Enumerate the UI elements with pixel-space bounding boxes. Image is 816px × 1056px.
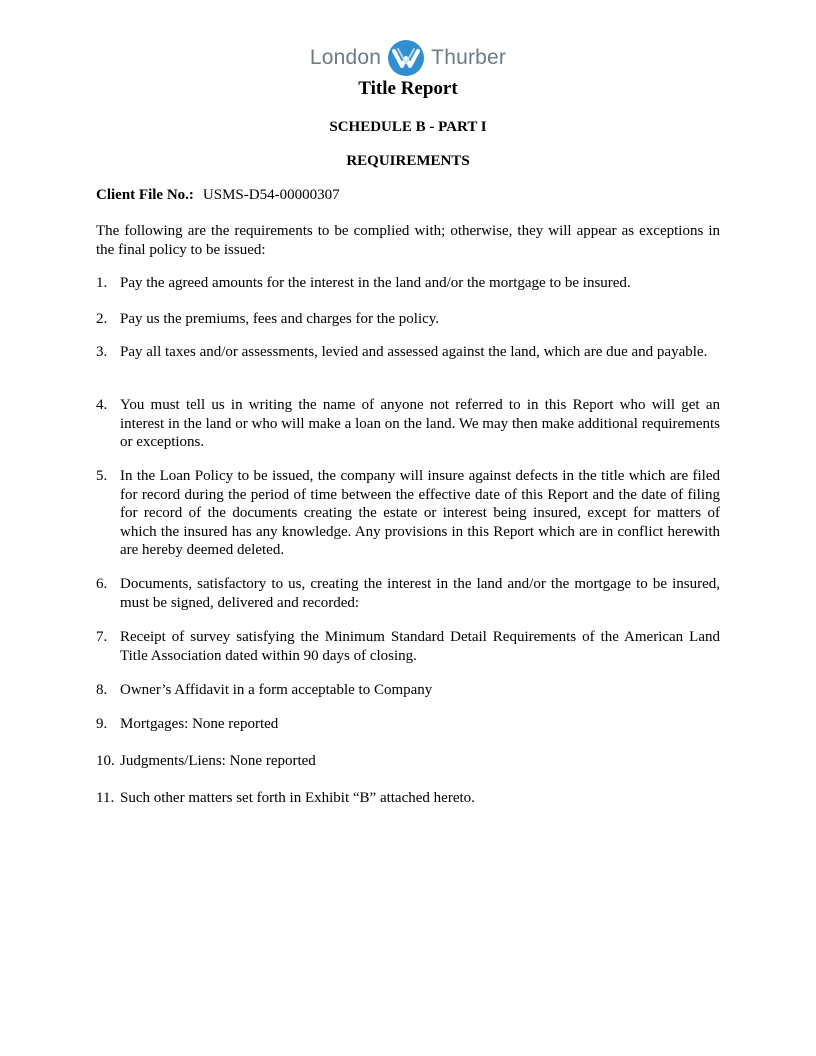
- logo-word-right: Thurber: [431, 46, 507, 69]
- item-text: In the Loan Policy to be issued, the company will insure against defects in the title which are filed for record during the period of time between the effective date of this Report and the date of filing for record of the documents creating the estate or interest being insured, except for matters of which the insured has any knowledge. Any provisions in this Report which are in conflict herewith are hereby deemed deleted.: [120, 468, 720, 558]
- requirement-item: [96, 681, 720, 700]
- item-number: 1.: [96, 275, 108, 291]
- item-text: Owner’s Affidavit in a form acceptable to Company: [120, 682, 433, 698]
- company-logo: [0, 38, 816, 78]
- requirement-item: [96, 274, 720, 293]
- client-file-number: USMS-D54-00000307: [202, 187, 340, 203]
- item-number: 2.: [96, 311, 108, 327]
- item-number: 9.: [96, 716, 108, 732]
- item-text: Such other matters set forth in Exhibit “B” attached hereto.: [120, 790, 475, 806]
- item-text: Pay all taxes and/or assessments, levied and assessed against the land, which are due and payable.: [120, 344, 708, 360]
- requirement-item: [96, 396, 720, 452]
- item-text: Pay us the premiums, fees and charges for the policy.: [120, 311, 440, 327]
- schedule-heading: SCHEDULE B - PART I: [329, 119, 487, 135]
- item-text: Mortgages: None reported: [120, 716, 279, 732]
- logo-word-left: London: [309, 46, 382, 69]
- item-number: 3.: [96, 344, 108, 360]
- requirement-item: [96, 715, 720, 734]
- client-file-label: Client File No.:: [96, 187, 194, 203]
- requirement-item: [96, 628, 720, 665]
- item-text: Judgments/Liens: None reported: [120, 753, 316, 769]
- item-number: 8.: [96, 682, 108, 698]
- page-title: Title Report: [358, 78, 458, 99]
- item-number: 4.: [96, 397, 108, 413]
- requirement-item: [96, 575, 720, 612]
- item-text: You must tell us in writing the name of anyone not referred to in this Report who will get an interest in the land or who will make a loan on the land. We may then make additional requirements or exceptions.: [120, 397, 720, 450]
- item-text: Documents, satisfactory to us, creating the interest in the land and/or the mortgage to be insured, must be signed, delivered and recorded:: [120, 576, 720, 611]
- requirement-item: [96, 752, 720, 771]
- item-number: 10.: [96, 753, 115, 769]
- item-text: Pay the agreed amounts for the interest in the land and/or the mortgage to be insured.: [120, 275, 631, 291]
- item-number: 11.: [96, 790, 115, 806]
- item-number: 6.: [96, 576, 108, 592]
- requirement-item: [96, 789, 720, 808]
- intro-paragraph: The following are the requirements to be complied with; otherwise, they will appear as exceptions in the final policy to be issued:: [96, 223, 720, 258]
- requirement-item: [96, 467, 720, 560]
- item-number: 7.: [96, 629, 108, 645]
- requirement-item: [96, 310, 720, 329]
- logo-mark-icon: [387, 39, 425, 77]
- requirement-item: [96, 343, 720, 362]
- client-file-line: [96, 187, 340, 204]
- section-heading: REQUIREMENTS: [346, 153, 470, 169]
- item-number: 5.: [96, 468, 108, 484]
- item-text: Receipt of survey satisfying the Minimum Standard Detail Requirements of the American Land Title Association dated within 90 days of closing.: [120, 629, 720, 664]
